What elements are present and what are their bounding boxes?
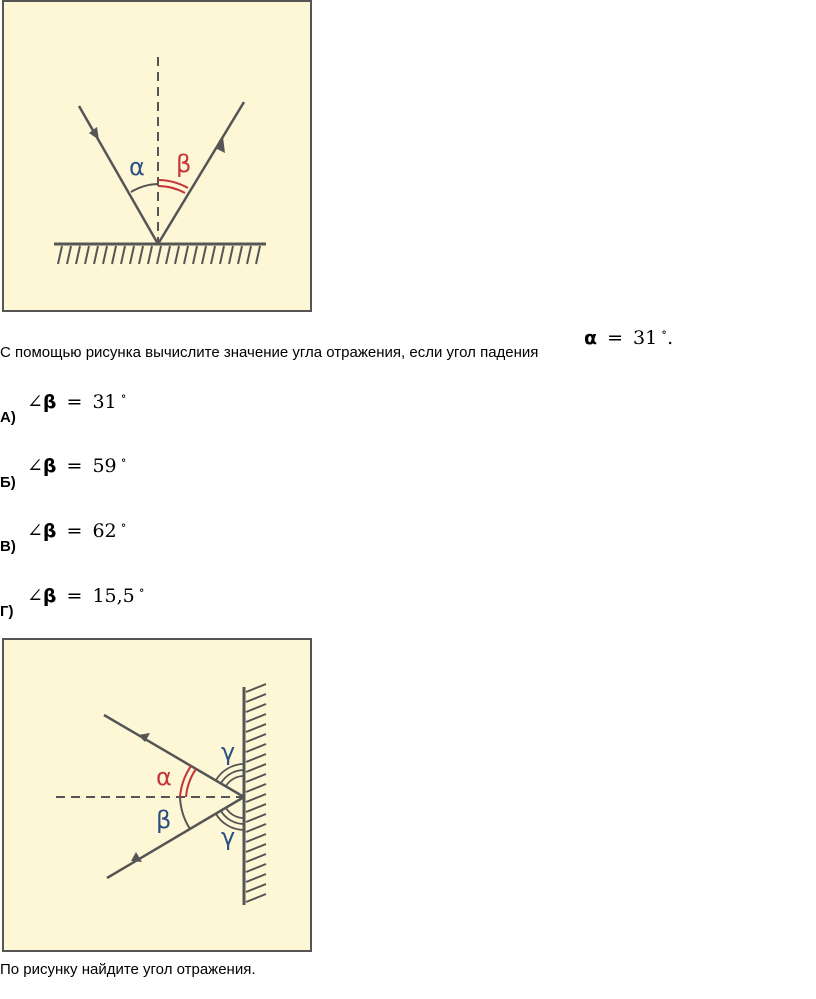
option-value: 62 [92,520,117,542]
mirror-hatching [246,684,266,902]
degree-symbol: ∘ [120,453,127,467]
incident-arrow-icon [89,127,99,140]
option-value: 15,5 [92,585,135,607]
mirror-hatching [58,246,260,264]
degree-symbol: ∘ [138,583,145,597]
reflection-figure-2 [2,638,312,952]
degree-symbol: ∘ [661,325,668,339]
gamma-bottom-label: γ [221,823,236,851]
alpha-label: α [129,153,145,181]
beta-symbol: β [42,585,57,607]
option-a-label[interactable]: А) [0,409,16,426]
beta-symbol: β [42,455,57,477]
option-b-formula[interactable] [27,453,127,477]
gamma-top-label: γ [221,738,236,766]
reflection-figure-1 [2,0,312,312]
reflection-diagram-1 [4,2,310,310]
beta-arc [180,797,190,829]
period: . [667,327,674,349]
angle-symbol: ∠ [27,585,43,607]
question-1-text: С помощью рисунка вычислите значение угла отражения, если угол падения [0,344,539,361]
degree-symbol: ∘ [120,518,127,532]
gamma-arc-bottom-1 [226,808,244,818]
angle-symbol: ∠ [27,391,43,413]
option-c-formula[interactable] [27,518,127,542]
option-b-label[interactable]: Б) [0,474,16,491]
angle-symbol: ∠ [27,520,43,542]
alpha-arc [131,184,158,192]
beta-label: β [176,150,192,178]
reflection-diagram-2 [4,640,310,950]
option-value: 31 [92,391,117,413]
equals-sign: = [66,520,83,542]
equals-sign: = [607,327,623,349]
equals-sign: = [66,455,83,477]
incident-ray [79,106,158,244]
beta-symbol: β [42,391,57,413]
question-2-text: По рисунку найдите угол отражения. [0,961,256,978]
condition-value: 31 [632,327,658,349]
beta-symbol: β [42,520,57,542]
beta-label: β [156,806,172,834]
option-d-formula[interactable] [27,583,145,607]
equals-sign: = [66,585,83,607]
reflected-ray [158,102,244,244]
degree-symbol: ∘ [120,389,127,403]
option-d-label[interactable]: Г) [0,603,14,620]
alpha-label: α [156,763,172,791]
beta-arc-inner [158,186,185,193]
gamma-arc-top-1 [226,776,244,786]
angle-symbol: ∠ [27,455,43,477]
option-c-label[interactable]: В) [0,538,16,555]
question-1-condition [584,325,673,349]
equals-sign: = [66,391,83,413]
gamma-arc-top-3 [216,764,244,780]
alpha-symbol: α [584,327,598,349]
option-a-formula[interactable] [27,389,127,413]
option-value: 59 [92,455,117,477]
